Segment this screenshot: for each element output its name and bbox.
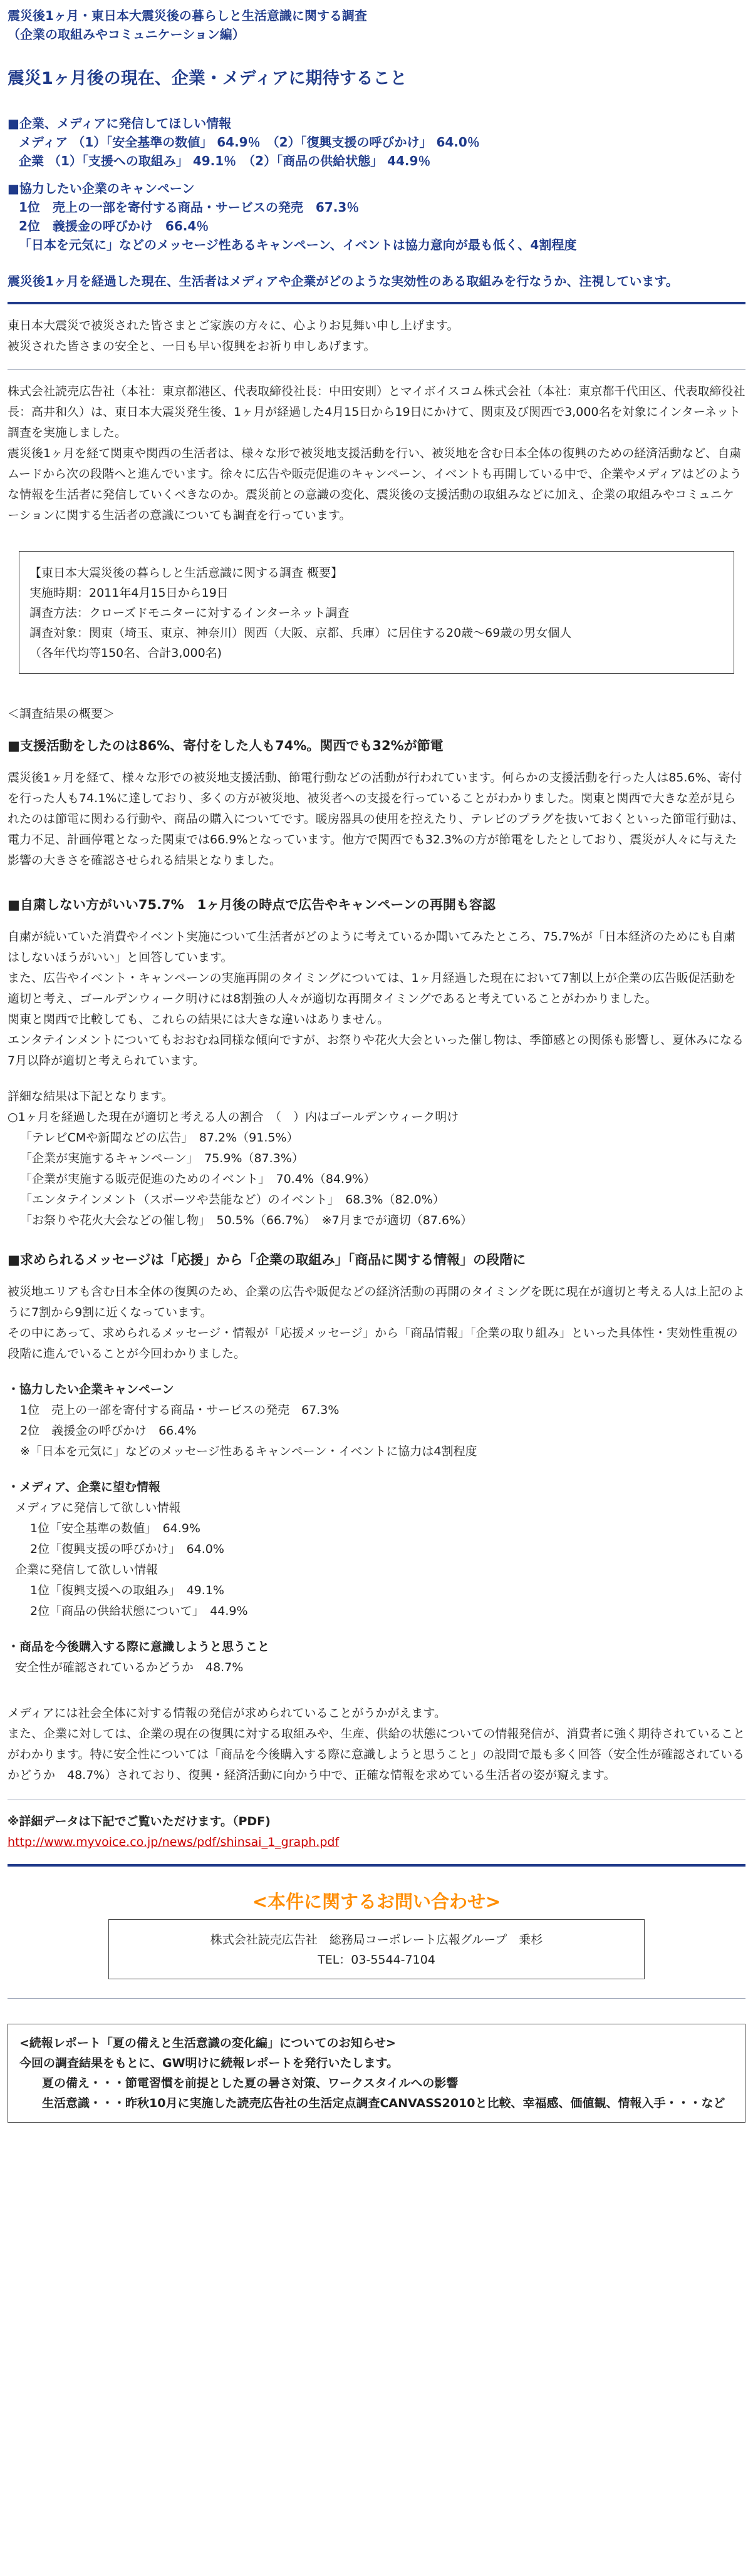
divider-blue (8, 1864, 745, 1867)
section3-heading: ■求められるメッセージは「応援」から「企業の取組み」「商品に関する情報」の段階に (8, 1252, 526, 1267)
greeting (8, 316, 745, 357)
notice-line3: 生活意識・・・昨秋10月に実施した読売広告社の生活定点調査CANVASS2010と比較、幸福感、価値観、情報入手・・・など (42, 2096, 725, 2110)
section2-item: 「企業が実施するキャンペーン」 75.9%（87.3%） (20, 1151, 304, 1165)
section3-final1: メディアには社会全体に対する情報の発信が求められていることがうかがえます。 (8, 1706, 446, 1720)
divider-blue (8, 302, 745, 304)
section2-detail-head: ○1ヶ月を経過した現在が適切と考える人の割合 （ ）内はゴールデンウィーク明け (8, 1110, 459, 1124)
section1-body: 震災後1ヶ月を経て、様々な形での被災地支援活動、節電行動などの活動が行われています。何らかの支援活動を行った人は85.6%、寄付を行った人も74.1%に達しており、多くの方が被災地、被災者への支援を行っていることがわかりました。関東と関西で大きな差が見られたのは節電に関わる行動や、商品の購入についてです。暖房器具の使用を控えたり、テレビのプラグを抜いておくといった節電行動は、電力不足、計画停電となった関東では66.9%となっています。他方で関西でも32.3%の方が節電をしたとしており、震災が人々に与えた影響の大きさを確認させられる結果となりました。 (8, 771, 744, 867)
section2-detail-intro: 詳細な結果は下記となります。 (8, 1090, 174, 1103)
intro-para1: 株式会社読売広告社（本社：東京都港区、代表取締役社長：中田安則）とマイボイスコム株式会社（本社：東京都千代田区、代表取締役社長：高井和久）は、東日本大震災発生後、1ヶ月が経過した4月15日から19日にかけて、関東及び関西で3,000名を対象にインターネット調査を実施しました。 (8, 384, 745, 440)
pdf-link[interactable]: http://www.myvoice.co.jp/news/pdf/shinsai_1_graph.pdf (8, 1835, 340, 1849)
summary-period: 実施時期：2011年4月15日から19日 (29, 586, 229, 600)
point2-heading: ■協力したい企業のキャンペーン (8, 181, 195, 196)
pdf-section (8, 1811, 745, 1853)
divider-thin (8, 369, 745, 370)
intro-para2: 震災後1ヶ月を経て関東や関西の生活者は、様々な形で被災地支援活動を行い、被災地を含む日本全体の復興のための経済活動など、自粛ムードから次の段階へと進んでいます。徐々に広告や販売促進のキャンペーン、イベントも再開している中で、企業やメディアはどのような情報を生活者に発信していくべきなのか。震災前との意識の変化、震災後の支援活動の取組みなどに加え、企業の取組みやコミュニケーションに関する生活者の意識についても調査を行っています。 (8, 446, 742, 522)
contact-title: <本件に関するお問い合わせ> (252, 1891, 501, 1912)
section2-body1: 自粛が続いていた消費やイベント実施について生活者がどのように考えているか聞いてみたところ、75.7%が「日本経済のためにも自粛はしないほうがいい」と回答しています。 (8, 930, 735, 964)
list1-item: ※「日本を元気に」などのメッセージ性あるキャンペーン・イベントに協力は4割程度 (20, 1445, 477, 1458)
contact-tel: TEL：03-5544-7104 (318, 1953, 435, 1967)
notice-title: <続報レポート「夏の備えと生活意識の変化編」についてのお知らせ> (19, 2036, 396, 2050)
list2-company-label: 企業に発信して欲しい情報 (15, 1563, 158, 1577)
section2-item: 「テレビCMや新聞などの広告」 87.2%（91.5%） (20, 1131, 299, 1145)
point1-media: メディア （1）「安全基準の数値」 64.9％ （2）「復興支援の呼びかけ」 64.0％ (19, 135, 480, 150)
point1-heading: ■企業、メディアに発信してほしい情報 (8, 116, 232, 131)
notice-line1: 今回の調査結果をもとに、GW明けに続報レポートを発行いたします。 (19, 2056, 399, 2070)
section2-body3: 関東と関西で比較しても、これらの結果には大きな違いはありません。 (8, 1012, 390, 1026)
section2-item: 「エンタテインメント（スポーツや芸能など）のイベント」 68.3%（82.0%） (20, 1193, 445, 1207)
section3-list3 (8, 1637, 745, 1678)
point2-note: 「日本を元気に」などのメッセージ性あるキャンペーン、イベントは協力意向が最も低く、4割程度 (19, 237, 577, 252)
section3-final (8, 1703, 745, 1786)
list2-item: 2位「商品の供給状態について」 44.9% (30, 1604, 248, 1618)
point1-company: 企業 （1）「支援への取組み」 49.1％ （2）「商品の供給状態」 44.9％ (19, 153, 431, 168)
section2-item: 「企業が実施する販売促進のためのイベント」 70.4%（84.9%） (20, 1172, 376, 1186)
section2-heading: ■自粛しない方がいい75.7% 1ヶ月後の時点で広告やキャンペーンの再開も容認 (8, 897, 496, 912)
list1-item: 1位 売上の一部を寄付する商品・サービスの発売 67.3% (20, 1403, 340, 1417)
section3-body (8, 1282, 745, 1364)
contact-box (108, 1919, 645, 1979)
survey-title (8, 0, 745, 44)
section3-final2: また、企業に対しては、企業の現在の復興に対する取組みや、生産、供給の状態についての情報発信が、消費者に強く期待されていることがわかります。特に安全性については「商品を今後購入する際に意識しようと思うこと」の設問で最も多く回答（安全性が確認されているかどうか 48.7%）されており、復興・経済活動に向かう中で、正確な情報を求めている生活者の姿が窺えます。 (8, 1727, 745, 1782)
divider-thin (8, 1998, 745, 1999)
section3-list1 (8, 1379, 745, 1462)
results-overview-label: ＜調査結果の概要＞ (8, 707, 115, 721)
list1-item: 2位 義援金の呼びかけ 66.4% (20, 1424, 197, 1438)
section3-list2 (8, 1477, 745, 1622)
list3-heading: ・商品を今後購入する際に意識しようと思うこと (8, 1640, 270, 1654)
section1-heading: ■支援活動をしたのは86%、寄付をした人も74%。関西でも32%が節電 (8, 738, 444, 753)
section2-body2: また、広告やイベント・キャンペーンの実施再開のタイミングについては、1ヶ月経過した現在において7割以上が企業の広告販促活動を適切と考え、ゴールデンウィーク明けには8割強の人々が適切な再開タイミングであると考えていることがわかりました。 (8, 971, 736, 1006)
section2-details (8, 1086, 745, 1231)
greeting-line1: 東日本大震災で被災された皆さまとご家族の方々に、心よりお見舞い申し上げます。 (8, 319, 459, 332)
survey-title-line2: （企業の取組みやコミュニケーション編） (8, 27, 245, 42)
list2-item: 2位「復興支援の呼びかけ」 64.0% (30, 1542, 224, 1556)
list1-heading: ・協力したい企業キャンペーン (8, 1383, 174, 1396)
notice-line2: 夏の備え・・・節電習慣を前提とした夏の暑さ対策、ワークスタイルへの影響 (42, 2076, 459, 2090)
summary-method: 調査方法：クローズドモニターに対するインターネット調査 (29, 606, 350, 620)
list2-item: 1位「安全基準の数値」 64.9% (30, 1522, 200, 1535)
list2-item: 1位「復興支援への取組み」 49.1% (30, 1584, 224, 1597)
survey-summary-box (19, 551, 734, 674)
point2-rank2: 2位 義援金の呼びかけ 66.4％ (19, 219, 209, 234)
headline-conclusion: 震災後1ヶ月を経過した現在、生活者はメディアや企業がどのような実効性のある取組みを行なうか、注視しています。 (8, 274, 678, 289)
section2-body (8, 927, 745, 1071)
list2-heading: ・メディア、企業に望む情報 (8, 1480, 160, 1494)
followup-notice-box (8, 2024, 745, 2123)
page-headline: 震災1ヶ月後の現在、企業・メディアに期待すること (8, 69, 407, 88)
summary-title: 【東日本大震災後の暮らしと生活意識に関する調査 概要】 (29, 566, 343, 580)
section2-item: 「お祭りや花火大会などの催し物」 50.5%（66.7%） ※7月までが適切（87.6%） (20, 1213, 473, 1227)
list2-media-label: メディアに発信して欲しい情報 (15, 1501, 181, 1515)
intro (8, 381, 745, 526)
point2-rank1: 1位 売上の一部を寄付する商品・サービスの発売 67.3％ (19, 200, 360, 215)
summary-target: 調査対象：関東（埼玉、東京、神奈川）関西（大阪、京都、兵庫）に居住する20歳〜69歳の男女個人 (29, 626, 572, 640)
list3-item: 安全性が確認されているかどうか 48.7% (15, 1661, 244, 1674)
summary-target-note: （各年代均等150名、合計3,000名) (29, 646, 222, 660)
contact-company: 株式会社読売広告社 総務局コーポレート広報グループ 乗杉 (210, 1933, 543, 1947)
pdf-label: ※詳細データは下記でご覧いただけます。（PDF) (8, 1815, 271, 1828)
key-points (8, 114, 745, 254)
section3-body1: 被災地エリアも含む日本全体の復興のため、企業の広告や販促などの経済活動の再開のタイミングを既に現在が適切と考える人は上記のように7割から9割に近くなっています。 (8, 1285, 745, 1319)
section3-body2: その中にあって、求められるメッセージ・情報が「応援メッセージ」から「商品情報」「企業の取り組み」といった具体性・実効性重視の段階に進んでいることが今回わかりました。 (8, 1326, 738, 1361)
survey-title-line1: 震災後1ヶ月・東日本大震災後の暮らしと生活意識に関する調査 (8, 8, 367, 23)
greeting-line2: 被災された皆さまの安全と、一日も早い復興をお祈り申しあげます。 (8, 339, 376, 353)
section2-body4: エンタテインメントについてもおおむね同様な傾向ですが、お祭りや花火大会といった催し物は、季節感との関係も影響し、夏休みになる7月以降が適切と考えられています。 (8, 1033, 744, 1068)
